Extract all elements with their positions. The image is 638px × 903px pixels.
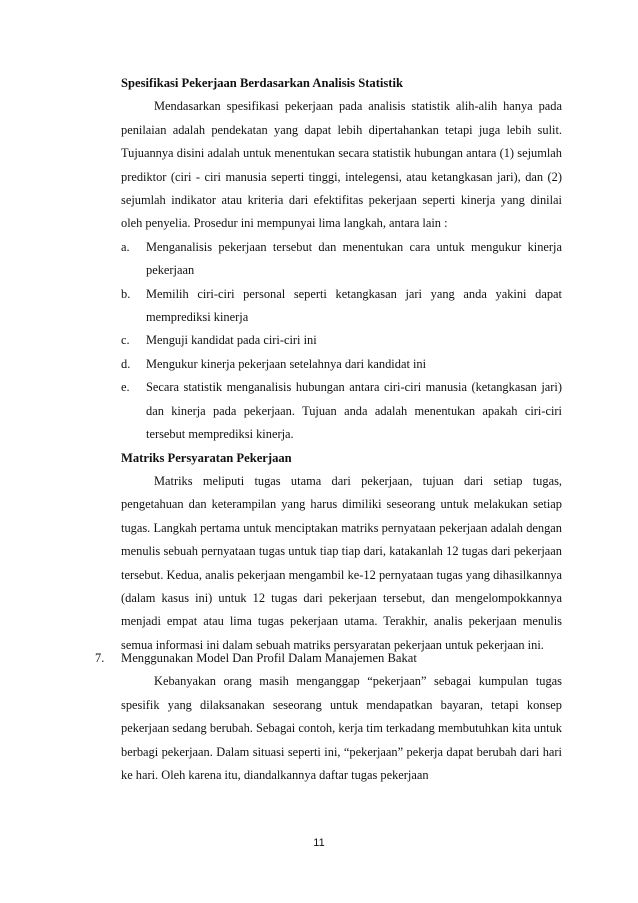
list-item — [121, 353, 562, 376]
list-marker: a. — [121, 239, 130, 254]
section-job-spec-statistics — [121, 72, 562, 657]
paragraph-talent-management: Kebanyakan orang masih menganggap “pekerjaan” sebagai kumpulan tugas spesifik yang dilaksanakan seseorang untuk mendapatkan bayaran, tetapi konsep pekerjaan sedang berubah. Sebagai contoh, kerja tim terkadang membutuhkan kita untuk berbagi pekerjaan. Dalam situasi seperti ini, “pekerjaan” pekerja dapat berubah dari hari ke hari. Oleh karena itu, diandalkannya daftar tugas pekerjaan — [121, 674, 562, 783]
paragraph-job-spec-intro: Mendasarkan spesifikasi pekerjaan pada analisis statistik alih-alih hanya pada penilaian adalah pendekatan yang dapat lebih dipertahankan tetapi juga lebih sulit. Tujuannya disini adalah untuk menentukan secara statistik hubungan antara (1) sejumlah prediktor (ciri - ciri manusia seperti tinggi, intelegensi, atau ketangkasan jari), dan (2) sejumlah indikator atau kriteria dari efektifitas pekerjaan seperti kinerja yang dinilai oleh penyelia. Prosedur ini mempunyai lima langkah, antara lain : — [121, 99, 562, 231]
list-marker: d. — [121, 356, 131, 371]
page-number: 11 — [313, 837, 325, 849]
list-marker: c. — [121, 333, 130, 348]
list-marker: e. — [121, 380, 130, 395]
list-marker: b. — [121, 286, 131, 301]
section-7-models-profiles — [95, 647, 562, 787]
procedure-steps-list — [121, 236, 562, 447]
list-item-text: Secara statistik menganalisis hubungan antara ciri-ciri manusia (ketangkasan jari) dan kinerja pada pekerjaan. Tujuan anda adalah menentukan apakah ciri-ciri tersebut memprediksi kinerja. — [146, 380, 562, 442]
list-item-text: Mengukur kinerja pekerjaan setelahnya dari kandidat ini — [146, 356, 427, 371]
section-heading-job-spec-statistics: Spesifikasi Pekerjaan Berdasarkan Analisis Statistik — [121, 76, 404, 90]
list-item — [121, 376, 562, 446]
section-heading-requirements-matrix: Matriks Persyaratan Pekerjaan — [121, 450, 292, 465]
section-heading-models-profiles: Menggunakan Model Dan Profil Dalam Manajemen Bakat — [121, 651, 417, 665]
paragraph-requirements-matrix: Matriks meliputi tugas utama dari pekerjaan, tujuan dari setiap tugas, pengetahuan dan keterampilan yang harus dimiliki seseorang untuk melakukan setiap tugas. Langkah pertama untuk menciptakan matriks pernyataan pekerjaan adalah dengan menulis sebuah pernyataan tugas untuk tiap tiap dari, katakanlah 12 tugas dari pekerjaan tersebut. Kedua, analis pekerjaan mengambil ke-12 pernyataan tugas yang dihasilkannya (dalam kasus ini) untuk 12 tugas dari pekerjaan tersebut, dan mengelompokkannya menjadi empat atau lima tugas pekerjaan utama. Terakhir, analis pekerjaan menulis semua informasi ini dalam sebuah matriks persyaratan pekerjaan untuk pekerjaan ini. — [121, 473, 562, 652]
list-item — [121, 329, 562, 352]
section-7-body — [121, 647, 562, 787]
list-item-text: Menguji kandidat pada ciri-ciri ini — [146, 333, 317, 348]
list-item — [121, 283, 562, 330]
list-item-text: Menganalisis pekerjaan tersebut dan menentukan cara untuk mengukur kinerja pekerjaan — [146, 239, 562, 278]
list-item — [121, 236, 562, 283]
list-item-text: Memilih ciri-ciri personal seperti ketangkasan jari yang anda yakini dapat memprediksi kinerja — [146, 286, 562, 325]
section-number: 7. — [95, 651, 105, 665]
